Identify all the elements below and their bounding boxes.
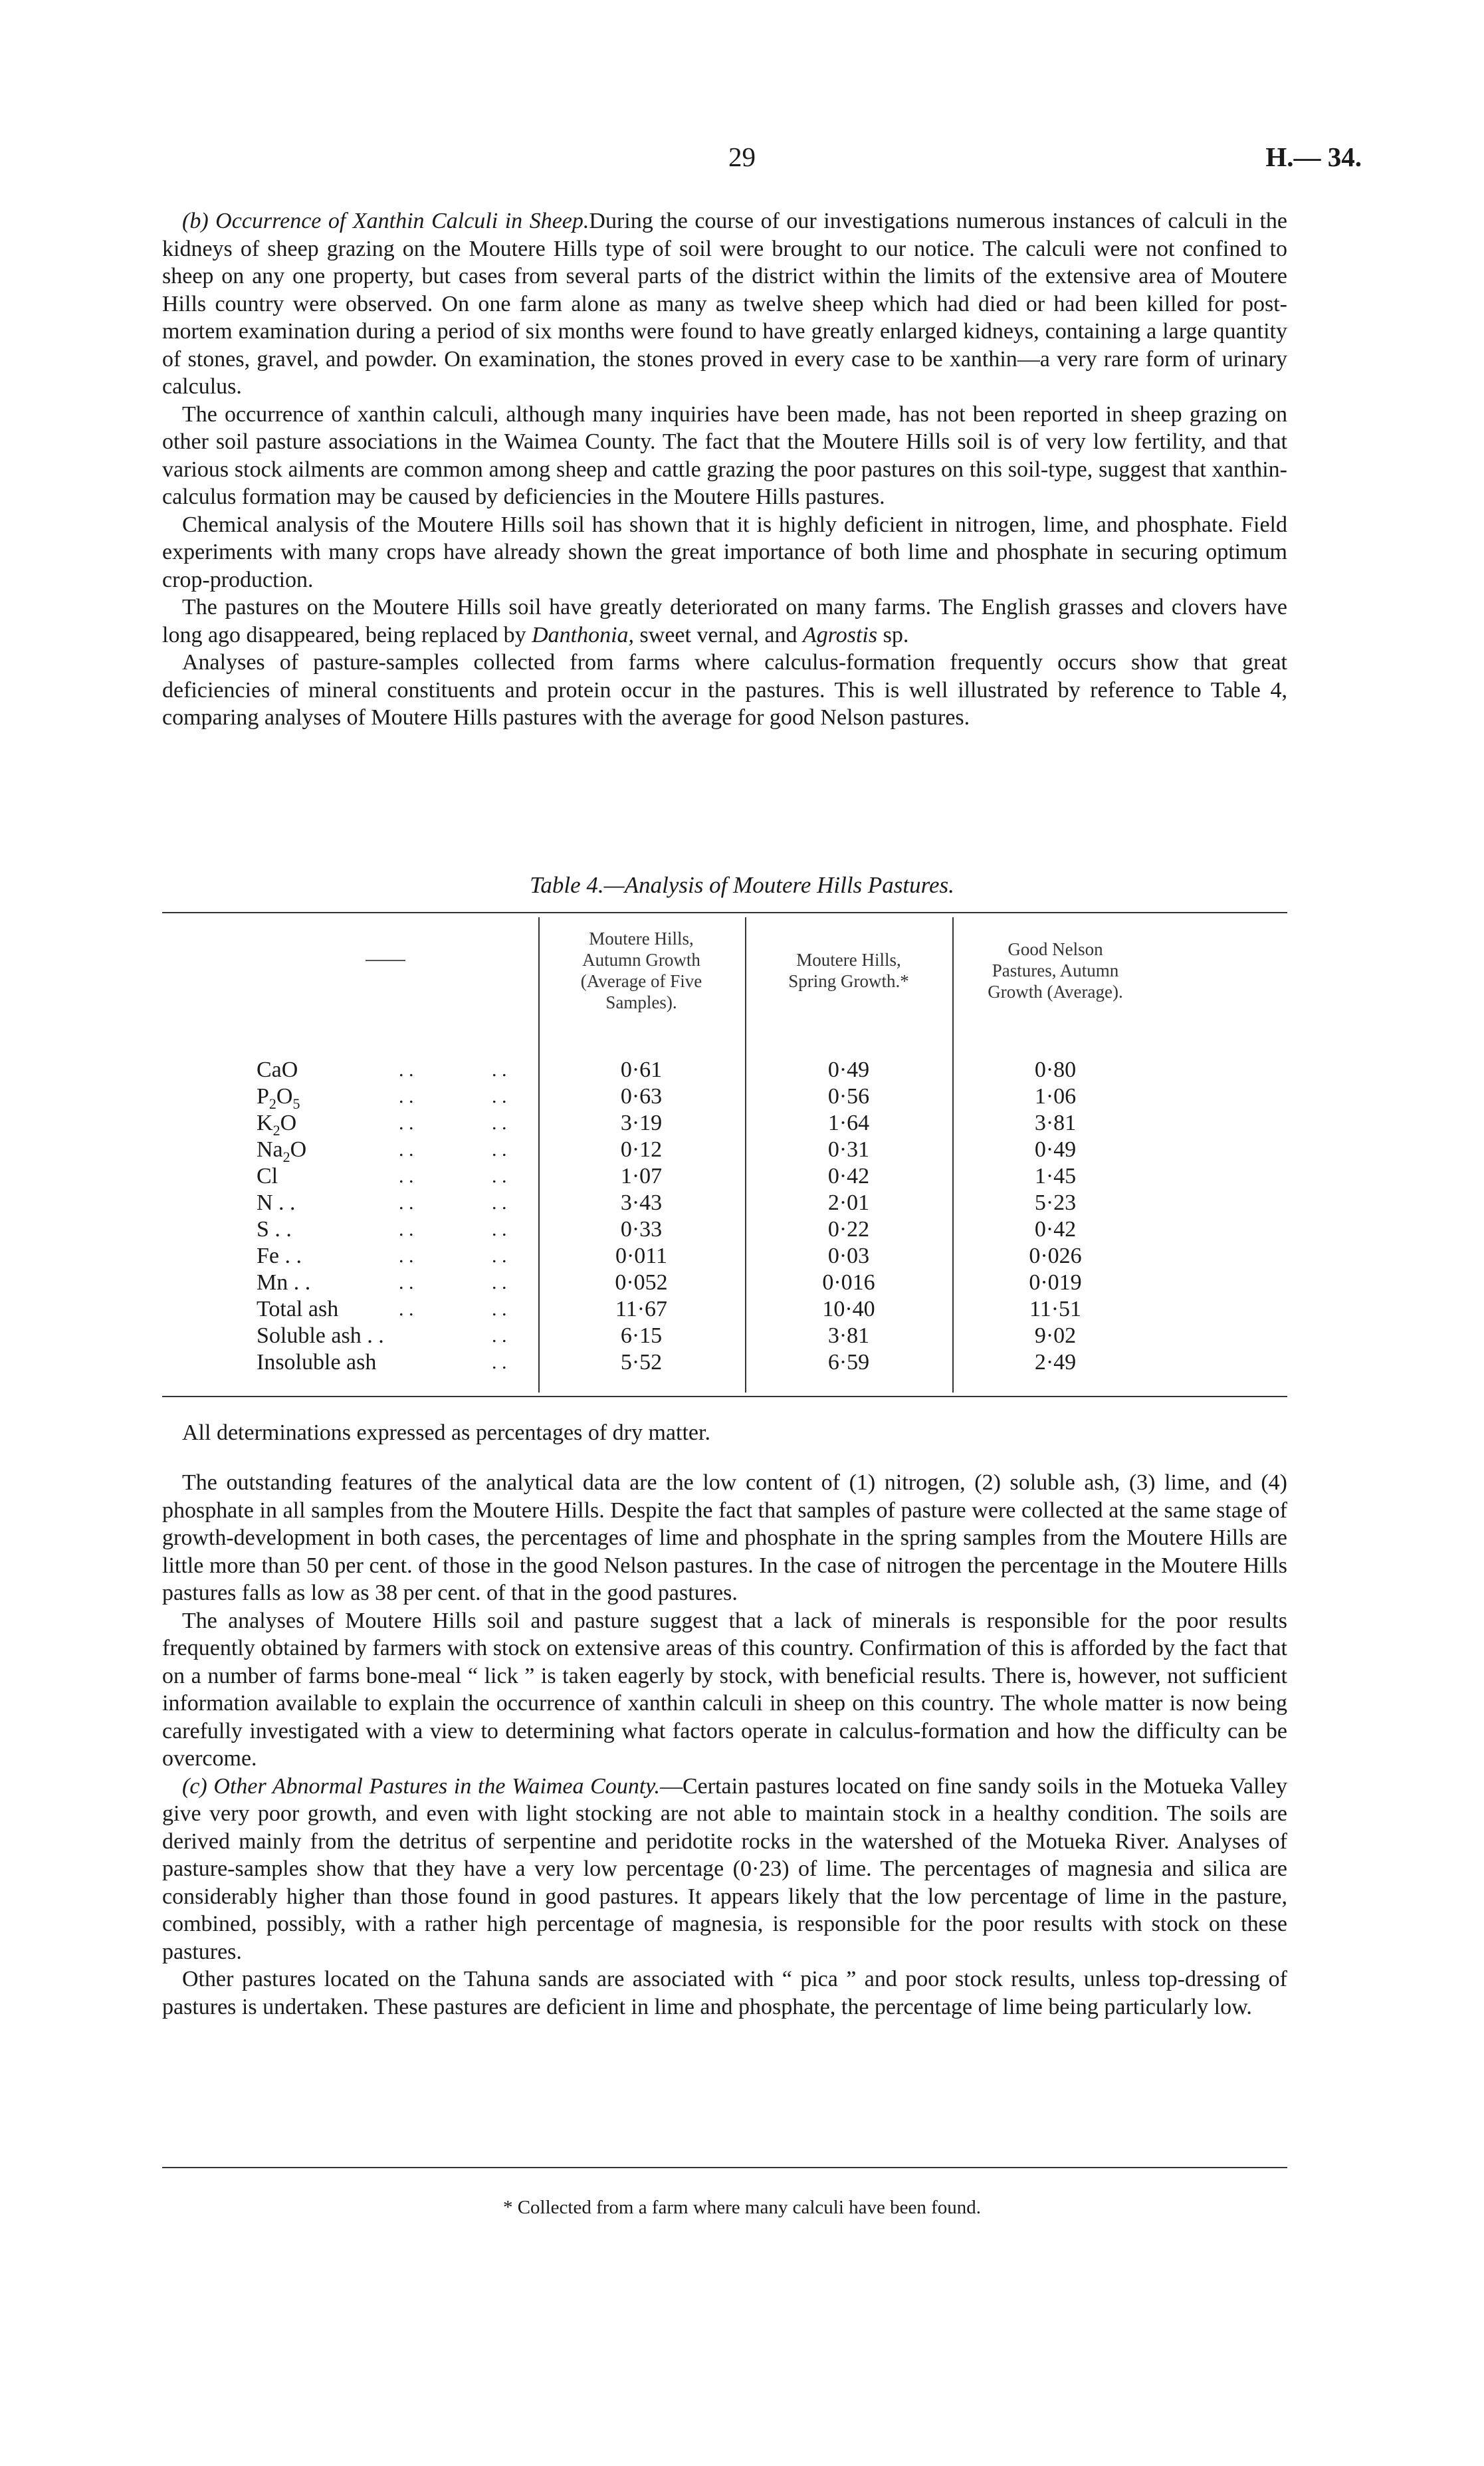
row-leader: . . (399, 1085, 414, 1107)
table-cell: 3·19 (620, 1111, 663, 1135)
row-leader: . . (492, 1298, 507, 1320)
paragraph: Analyses of pasture-samples collected from farms where calculus-formation frequently occurs show that great deficiencies of mineral constituents and protein occur in the pastures. This is well illustrated by reference to Table 4, comparing analyses of Moutere Hills pastures with the average for good Nelson pastures. (162, 650, 1287, 730)
table-top-rule (162, 912, 1287, 913)
footnote: * Collected from a farm where many calculi have been found. (502, 2197, 982, 2218)
table-cell: 3·43 (620, 1190, 663, 1215)
paragraph: Chemical analysis of the Moutere Hills soil has shown that it is highly deficient in nitrogen, lime, and phosphate. Field experiments with many crops have already shown the great importance of both lime and phosphate in securing optimum crop-production. (162, 512, 1287, 592)
row-label: CaO (257, 1058, 298, 1082)
row-label: Total ash (257, 1297, 339, 1321)
row-leader: . . (492, 1325, 507, 1347)
column-header-nelson: Good Nelson Pastures, Autumn Growth (Average). (988, 939, 1123, 1002)
table-cell: 0·011 (615, 1244, 668, 1268)
row-leader: . . (399, 1112, 414, 1134)
paragraph: The pastures on the Moutere Hills soil have greatly deteriorated on many farms. The English grasses and clovers have long ago disappeared, being replaced by Danthonia, sweet vernal, and Agrostis sp. (162, 595, 1287, 647)
paragraph: The analyses of Moutere Hills soil and pasture suggest that a lack of minerals is responsible for the poor results frequently obtained by farmers with stock on extensive areas of this country. Confirmation of this is afforded by the fact that on a number of farms bone-meal “ lick ” is taken eagerly by stock, with beneficial results. There is, however, not sufficient information available to explain the occurrence of xanthin calculi in sheep on this country. The whole matter is now being carefully investigated with a view to determining what factors operate in calculus-formation and how the difficulty can be overcome. (162, 1608, 1287, 1771)
row-leader: . . (399, 1218, 414, 1240)
row-leader: . . (492, 1218, 507, 1240)
table-cell: 0·42 (1034, 1217, 1077, 1242)
row-leader: . . (399, 1272, 414, 1293)
row-label: $P_2O_5$ (257, 1084, 300, 1112)
blank-header (366, 960, 405, 961)
table-cell: 0·63 (620, 1084, 663, 1109)
table-cell: 11·67 (615, 1297, 668, 1321)
table-cell: 0·80 (1034, 1058, 1077, 1082)
table-cell: 11·51 (1029, 1297, 1082, 1321)
paragraph: Other pastures located on the Tahuna sands are associated with “ pica ” and poor stock results, unless top-dressing of pastures is undertaken. These pastures are deficient in lime and phosphate, the percentage of lime being particularly low. (162, 1967, 1287, 2019)
table-cell: 6·15 (620, 1323, 663, 1348)
row-leader: . . (399, 1298, 414, 1320)
row-leader: . . (399, 1139, 414, 1161)
table-note: All determinations expressed as percentages of dry matter. (182, 1420, 710, 1445)
column-header-autumn: Moutere Hills, Autumn Growth (Average of Five Samples). (580, 929, 702, 1012)
table-cell: 0·03 (827, 1244, 870, 1268)
table-cell: 6·59 (827, 1350, 870, 1375)
row-leader: . . (492, 1351, 507, 1373)
section-heading: (c) Other Abnormal Pastures in the Waimea County. (182, 1773, 660, 1799)
row-leader: . . (492, 1139, 507, 1161)
table-cell: 0·019 (1029, 1270, 1082, 1295)
column-divider (952, 917, 954, 1393)
row-leader: . . (492, 1112, 507, 1134)
column-header-spring: Moutere Hills, Spring Growth.* (788, 950, 909, 991)
table-cell: 9·02 (1034, 1323, 1077, 1348)
table-cell: 0·56 (827, 1084, 870, 1109)
row-leader: . . (492, 1085, 507, 1107)
row-leader: . . (492, 1165, 507, 1187)
section-b-text (162, 207, 1287, 732)
paragraph: (c) Other Abnormal Pastures in the Waimea County.—Certain pastures located on fine sandy soils in the Motueka Valley give very poor growth, and even with light stocking are not able to maintain stock in a healthy condition. The soils are derived mainly from the detritus of serpentine and peridotite rocks in the watershed of the Motueka River. Analyses of pasture-samples show that they have a very low percentage (0·23) of lime. The percentages of magnesia and silica are considerably higher than those found in good pastures. It appears likely that the low percentage of lime in the pasture, combined, possibly, with a rather high percentage of magnesia, is responsible for the poor results with stock on these pastures. (162, 1773, 1287, 1964)
row-leader: . . (492, 1059, 507, 1081)
row-label: $K_2O$ (257, 1111, 297, 1139)
table-cell: 2·49 (1034, 1350, 1077, 1375)
table-cell: 0·052 (615, 1270, 668, 1295)
table-cell: 0·31 (827, 1137, 870, 1162)
discussion-text (162, 1469, 1287, 2021)
row-leader: . . (399, 1245, 414, 1267)
table-cell: 2·01 (827, 1190, 870, 1215)
table-cell: 0·49 (1034, 1137, 1077, 1162)
row-label: Insoluble ash (257, 1350, 377, 1375)
table-bottom-rule (162, 1396, 1287, 1397)
table-cell: 0·026 (1029, 1244, 1082, 1268)
table-cell: 1·64 (827, 1111, 870, 1135)
table-cell: 1·06 (1034, 1084, 1077, 1109)
table-caption: Table 4.—Analysis of Moutere Hills Pastures. (530, 872, 954, 898)
row-label: S . . (257, 1217, 292, 1242)
table-cell: 3·81 (827, 1323, 870, 1348)
document-reference: H.— 34. (1265, 142, 1362, 172)
column-divider (745, 917, 746, 1393)
paragraph: (b) Occurrence of Xanthin Calculi in Sheep.During the course of our investigations numerous instances of calculi in the kidneys of sheep grazing on the Moutere Hills type of soil were brought to our notice. The calculi were not confined to sheep on any one property, but cases from several parts of the district within the limits of the extensive area of Moutere Hills country were observed. On one farm alone as many as twelve sheep which had died or had been killed for post-mortem examination during a period of six months were found to have greatly enlarged kidneys, containing a large quantity of stones, gravel, and powder. On examination, the stones proved in every case to be xanthin—a very rare form of urinary calculus. (162, 209, 1287, 399)
row-label: Mn . . (257, 1270, 311, 1295)
table-cell: 3·81 (1034, 1111, 1077, 1135)
page-number: 29 (728, 142, 756, 172)
column-divider (538, 917, 540, 1393)
table-cell: 5·23 (1034, 1190, 1077, 1215)
table-cell: 5·52 (620, 1350, 663, 1375)
table-cell: 0·49 (827, 1058, 870, 1082)
footnote-rule (162, 2167, 1287, 2168)
row-leader: . . (492, 1192, 507, 1214)
paragraph: The occurrence of xanthin calculi, although many inquiries have been made, has not been reported in sheep grazing on other soil pasture associations in the Waimea County. The fact that the Moutere Hills soil is of very low fertility, and that various stock ailments are common among sheep and cattle grazing the poor pastures on this soil-type, suggest that xanthin-calculus formation may be caused by deficiencies in the Moutere Hills pastures. (162, 401, 1287, 509)
section-heading: (b) Occurrence of Xanthin Calculi in Sheep. (182, 209, 589, 233)
row-leader: . . (399, 1192, 414, 1214)
row-label: Soluble ash . . (257, 1323, 384, 1348)
row-leader: . . (399, 1165, 414, 1187)
table-cell: 0·33 (620, 1217, 663, 1242)
table-cell: 1·45 (1034, 1164, 1077, 1188)
row-leader: . . (492, 1245, 507, 1267)
row-label: Cl (257, 1164, 278, 1188)
row-leader: . . (399, 1059, 414, 1081)
row-label: Fe . . (257, 1244, 302, 1268)
table-cell: 10·40 (822, 1297, 875, 1321)
table-cell: 0·42 (827, 1164, 870, 1188)
table-cell: 1·07 (620, 1164, 663, 1188)
paragraph: The outstanding features of the analytical data are the low content of (1) nitrogen, (2) soluble ash, (3) lime, and (4) phosphate in all samples from the Moutere Hills. Despite the fact that samples of pasture were collected at the same stage of growth-development in both cases, the percentages of lime and phosphate in the spring samples from the Moutere Hills are little more than 50 per cent. of those in the good Nelson pastures. In the case of nitrogen the percentage in the Moutere Hills pastures falls as low as 38 per cent. of that in the good pastures. (162, 1470, 1287, 1605)
row-leader: . . (492, 1272, 507, 1293)
table-cell: 0·12 (620, 1137, 663, 1162)
table-cell: 0·016 (822, 1270, 875, 1295)
row-label: N . . (257, 1190, 296, 1215)
table-cell: 0·61 (620, 1058, 663, 1082)
row-label: $Na_2O$ (257, 1137, 307, 1165)
table-cell: 0·22 (827, 1217, 870, 1242)
